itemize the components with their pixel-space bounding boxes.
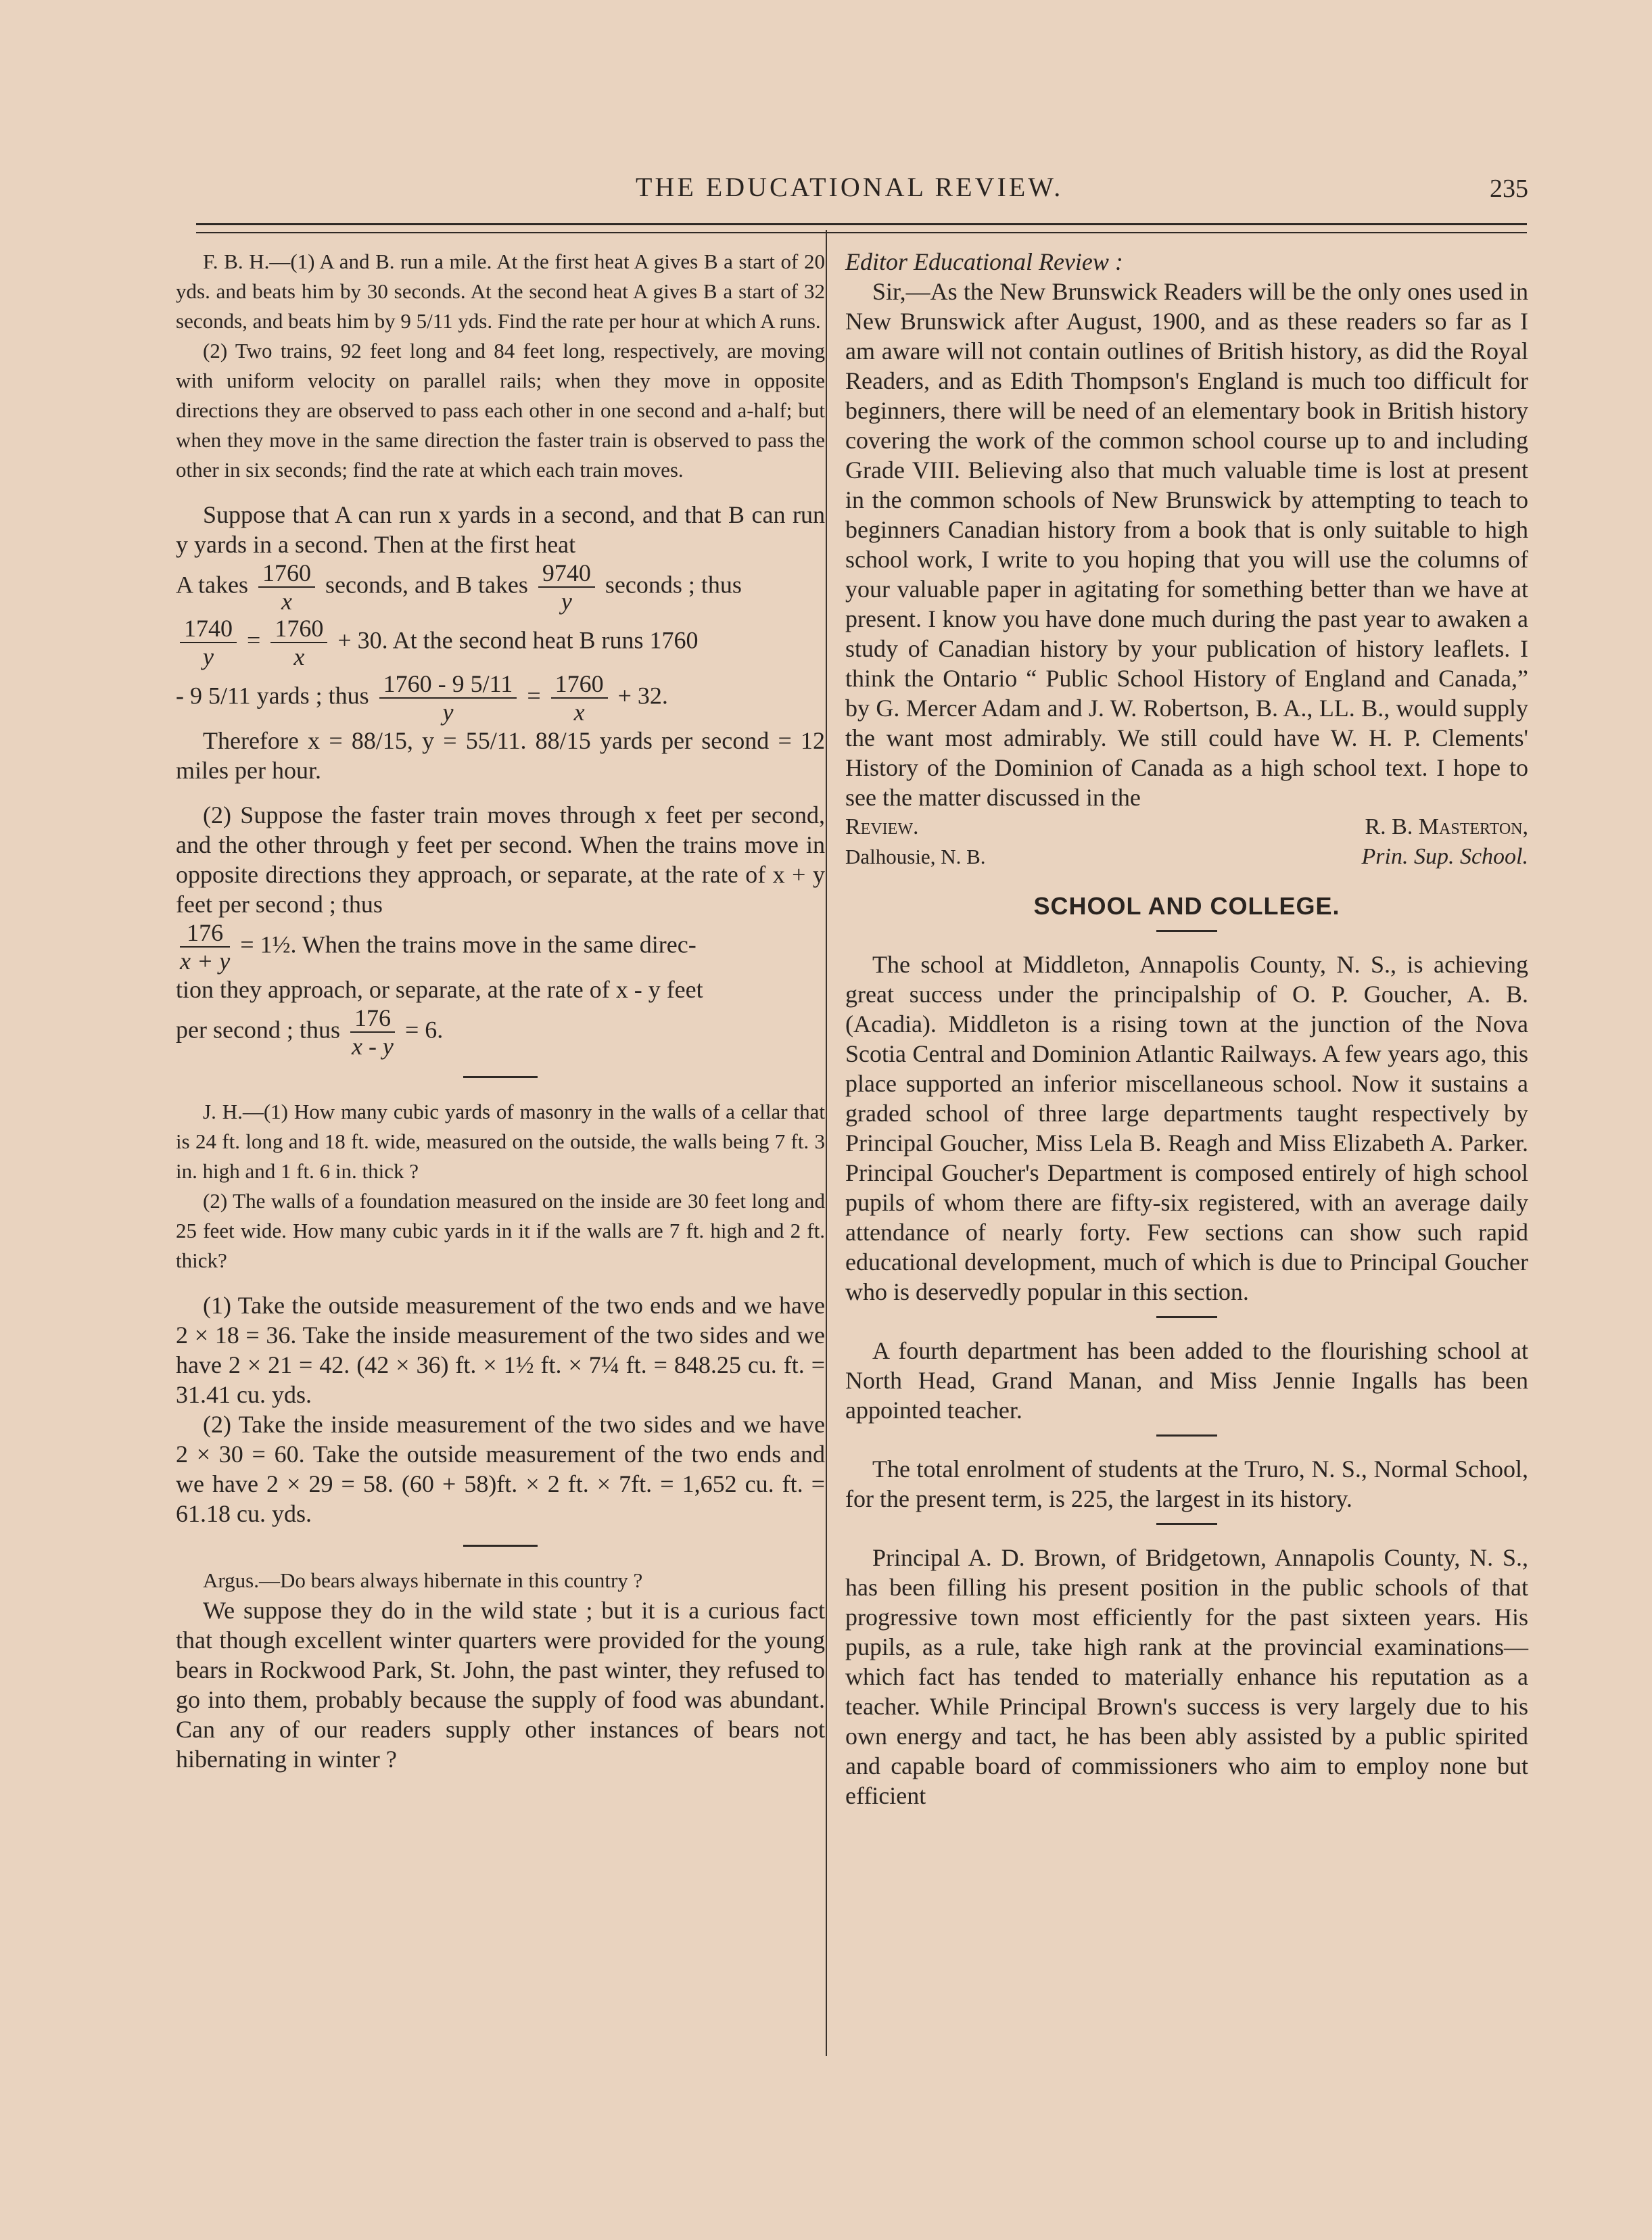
answer-fbh-1-intro: Suppose that A can run x yards in a second, and that B can run y yards in a second. Then at the first heat — [176, 501, 825, 558]
text: - 9 5/11 yards ; thus — [176, 682, 369, 709]
answer-argus: We suppose they do in the wild state ; but it is a curious fact that though excellent winter quarters were provided for the young bears in Rockwood Park, St. John, the past winter, they refused to go into them, probably because the supply of food was abundant. Can any of our readers supply other instances of bears not hibernating in winter ? — [176, 1597, 825, 1773]
fraction: $\frac{176}{x - y}$ — [350, 1004, 395, 1060]
letter-salutation: Editor Educational Review : — [845, 248, 1123, 275]
text: + 30. At the second heat B runs 1760 — [337, 626, 699, 654]
running-header — [189, 166, 1528, 213]
separator-rule — [463, 1545, 538, 1547]
fraction: $\frac{1760}{x}$ — [258, 559, 315, 615]
fraction: $\frac{176}{x + y}$ — [180, 919, 231, 975]
fraction: $\frac{9740}{y}$ — [538, 559, 595, 615]
fraction: $\frac{1760 - 9 5/11}{y}$ — [379, 670, 517, 726]
letter-signature-row — [845, 812, 1528, 842]
separator-rule — [1156, 930, 1217, 932]
fraction: $\frac{1740}{y}$ — [180, 615, 237, 670]
text: = 6. — [404, 1016, 444, 1044]
header-rule — [196, 223, 1527, 233]
question-jh-2: (2) The walls of a foundation measured on the inside are 30 feet long and 25 feet wide. How many cubic yards in it if the walls are 7 ft. high and 2 ft. thick? — [176, 1189, 825, 1272]
answer-fbh-2-cont: tion they approach, or separate, at the rate of x - y feet — [176, 976, 703, 1003]
answer-fbh-2-intro: (2) Suppose the faster train moves through x feet per second, and the other through y feet per second. When the trains move in opposite directions they approach, or separate, at the rate of x + y feet per second ; thus — [176, 801, 825, 918]
answer-jh-2: (2) Take the inside measurement of the two sides and we have 2 × 30 = 60. Take the outside measurement of the two ends and we have 2 × 29 = 58. (60 + 58)ft. × 2 ft. × 7ft. = 1,652 cu. ft. = 61.18 cu. yds. — [176, 1411, 825, 1527]
question-fbh-1: F. B. H.—(1) A and B. run a mile. At the first heat A gives B a start of 20 yds. and beats him by 30 seconds. At the second heat A gives B a start of 32 seconds, and beats him by 9 5/11 yds. Find the rate per hour at which A runs. — [176, 250, 825, 333]
journal-title: THE EDUCATIONAL REVIEW. — [636, 172, 1064, 202]
equation-line-5 — [176, 1004, 825, 1060]
text: A takes — [176, 571, 248, 599]
separator-rule — [1156, 1434, 1217, 1437]
letter-place: Dalhousie, N. B. — [845, 845, 986, 868]
letter-signer-title: Prin. Sup. School. — [1361, 844, 1528, 869]
question-fbh-2: (2) Two trains, 92 feet long and 84 feet long, respectively, are moving with uniform velocity on parallel rails; when they move in opposite directions they are observed to pass each other in one second and a-half; but when they move in the same direction the faster train is observed to pass the other in six seconds; find the rate at which each train moves. — [176, 339, 825, 482]
text: seconds ; thus — [605, 571, 742, 599]
equation-line-4 — [176, 919, 825, 975]
answer-fbh-1-result: Therefore x = 88/15, y = 55/11. 88/15 yards per second = 12 miles per hour. — [176, 727, 825, 784]
separator-rule — [1156, 1316, 1217, 1318]
letter-end: Review. — [845, 814, 919, 839]
fraction: $\frac{1760}{x}$ — [270, 615, 327, 670]
left-column — [176, 247, 825, 1774]
fraction: $\frac{1760}{x}$ — [551, 670, 608, 726]
text: = 1½. When the trains move in the same direc- — [240, 931, 697, 958]
separator-rule — [1156, 1523, 1217, 1525]
page-number: 235 — [1490, 174, 1528, 203]
text: + 32. — [617, 682, 668, 709]
question-jh-1: J. H.—(1) How many cubic yards of masonry in the walls of a cellar that is 24 ft. long and 18 ft. wide, measured on the outside, the walls being 7 ft. 3 in. high and 1 ft. 6 in. thick ? — [176, 1100, 825, 1183]
separator-rule — [463, 1076, 538, 1078]
news-item-north-head: A fourth department has been added to the flourishing school at North Head, Grand Manan, and Miss Jennie Ingalls has been appointed teacher. — [845, 1337, 1528, 1424]
column-divider — [826, 230, 827, 2056]
question-argus: Argus.—Do bears always hibernate in this country ? — [203, 1568, 643, 1592]
text: per second ; thus — [176, 1016, 340, 1044]
answer-jh-1: (1) Take the outside measurement of the two ends and we have 2 × 18 = 36. Take the inside measurement of the two sides and we have 2 × 21 = 42. (42 × 36) ft. × 1½ ft. × 7¼ ft. = 848.25 cu. ft. = 31.41 cu. yds. — [176, 1292, 825, 1408]
text: seconds, and B takes — [325, 571, 528, 599]
section-heading: SCHOOL AND COLLEGE. — [1033, 892, 1340, 920]
equals: = — [247, 626, 261, 654]
news-item-middleton: The school at Middleton, Annapolis County, N. S., is achieving great success under the principalship of O. P. Goucher, A. B. (Acadia). Middleton is a rising town at the junction of the Nova Scotia Central and Dominion Atlantic Railways. A few years ago, this place supported an inferior miscellaneous school. Now it sustains a graded school of three large departments taught respectively by Principal Goucher, Miss Lela B. Reagh and Miss Elizabeth A. Parker. Principal Goucher's Department is composed entirely of high school pupils of whom there are fifty-six registered, with an average daily attendance of nearly forty. Few sections can show such rapid educational development, much of which is due to Principal Goucher who is deservedly popular in this section. — [845, 951, 1528, 1305]
equation-line-3 — [176, 670, 825, 726]
equals: = — [527, 682, 541, 709]
letter-signer: R. B. Masterton, — [1365, 814, 1528, 839]
news-item-truro: The total enrolment of students at the Truro, N. S., Normal School, for the present term, is 225, the largest in its history. — [845, 1455, 1528, 1512]
letter-body: Sir,—As the New Brunswick Readers will be the only ones used in New Brunswick after August, 1900, and as these readers so far as I am aware will not contain outlines of British history, as did the Royal Readers, and as Edith Thompson's England is much too difficult for beginners, there will be need of an elementary book in British history covering the work of the common school course up to and including Grade VIII. Believing also that much valuable time is lost at present in the common schools of New Brunswick by attempting to teach to beginners Canadian history from a book that is only suitable to high school work, I write to you hoping that you will use the columns of your valuable paper in agitating for something better than we have at present. I know you have done much during the past year to awaken a study of Canadian history by your publication of history leaflets. I think the Ontario “ Public School History of England and Canada,” by G. Mercer Adam and J. W. Robertson, B. A., LL. B., would supply the want most admirably. We still could have W. H. P. Clements' History of the Dominion of Canada as a high school text. I hope to see the matter discussed in the — [845, 278, 1528, 811]
equation-line-1 — [176, 559, 825, 615]
news-item-bridgetown: Principal A. D. Brown, of Bridgetown, Annapolis County, N. S., has been filling his present position in the public schools of that progressive town most efficiently for the past sixteen years. His pupils, as a rule, take high rank at the provincial examinations—which fact has tended to materially enhance his reputation as a teacher. While Principal Brown's success is very largely due to his own energy and tact, he has been ably assisted by a public spirited and capable board of commissioners who aim to employ none but efficient — [845, 1544, 1528, 1809]
letter-place-row — [845, 842, 1528, 872]
right-column — [845, 247, 1528, 1811]
equation-line-2 — [176, 615, 825, 670]
